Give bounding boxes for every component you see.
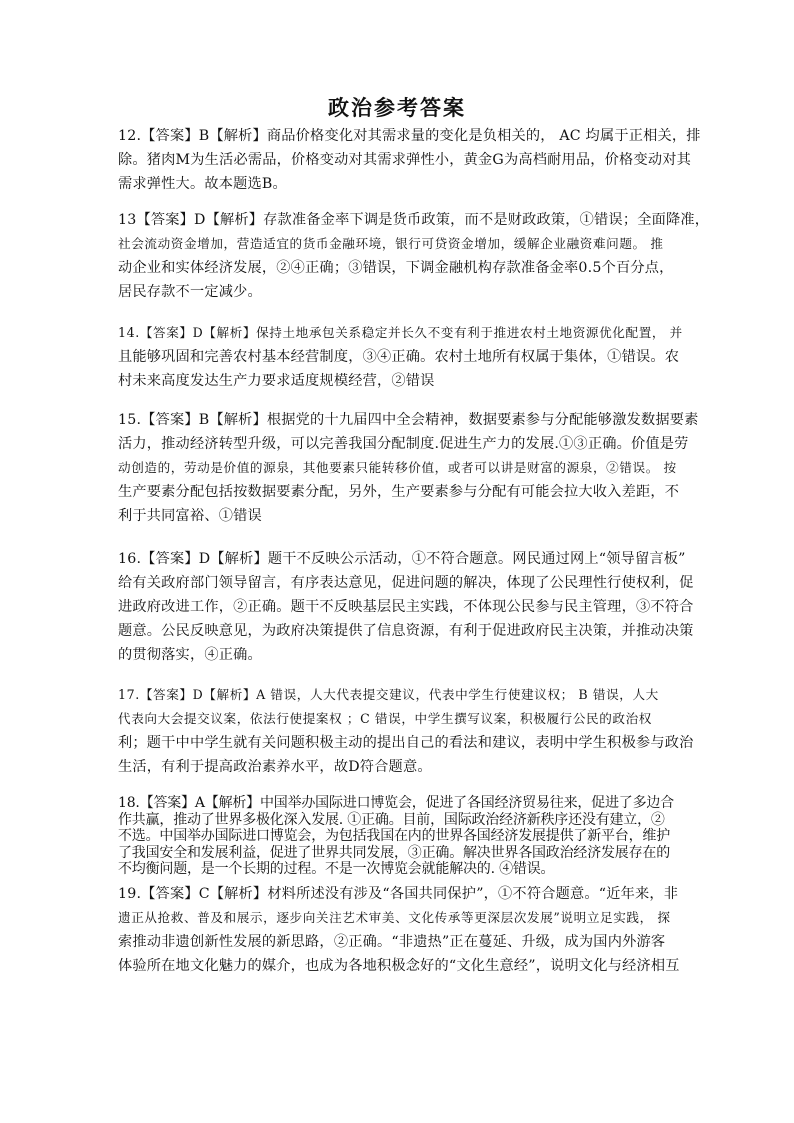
text-line: 代表向大会提交议案，依法行使提案权 ；C 错误，中学生撰写议案，积极履行公民的政治权 — [118, 711, 652, 726]
text-line: 生活，有利于提高政治素养水平，故D符合题意。 — [118, 759, 432, 775]
text-line: 18.【答案】A【解析】中国举办国际进口博览会，促进了各国经济贸易往来，促进了多边合 — [118, 795, 674, 811]
text-line: 不选。中国举办国际进口博览会，为包括我国在内的世界各国经济发展提供了新平台，维护 — [118, 828, 670, 844]
text-line: 进政府改进工作，②正确。题干不反映基层民主实践，不体现公民参与民主管理，③不符合 — [118, 599, 694, 615]
text-line: 15.【答案】B【解析】根据党的十九届四中全会精神，数据要素参与分配能够激发数据要素 — [118, 412, 699, 428]
text-line: 社会流动资金增加，营造适宜的货币金融环境，银行可贷资金增加，缓解企业融资难问题。 推 — [118, 236, 664, 251]
answer-item-13 — [118, 208, 710, 304]
text-line: 不均衡问题，是一个长期的过程。不是一次博览会就能解决的. ④错误。 — [118, 861, 555, 877]
text-line: 了我国安全和发展利益，促进了世界共同发展，③正确。解决世界各国政治经济发展存在的 — [118, 844, 670, 861]
text-line: 14.【答案】D【解析】保持土地承包关系稳定并长久不变有利于推进农村土地资源优化配置， 并 — [118, 325, 683, 340]
text-line: 除。猪肉M为生活必需品，价格变动对其需求弹性小，黄金G为高档耐用品，价格变动对其 — [118, 152, 691, 168]
answer-item-15 — [118, 408, 699, 528]
text-line: 利于共同富裕、①错误 — [118, 508, 262, 524]
answer-item-14 — [118, 321, 683, 393]
text-line: 17.【答案】D【解析】A 错误，人大代表提交建议，代表中学生行使建议权； B 错误，人大 — [118, 687, 659, 702]
text-line: 动企业和实体经济发展，②④正确；③错误，下调金融机构存款准备金率0.5个百分点， — [118, 260, 674, 276]
text-line: 题意。公民反映意见，为政府决策提供了信息资源，有利于促进政府民主决策，并推动决策 — [118, 623, 694, 639]
text-line: 给有关政府部门领导留言，有序表达意见，促进问题的解决，体现了公民理性行使权利，促 — [118, 575, 694, 591]
text-line: 13【答案】D【解析】存款准备金率下调是货币政策，而不是财政政策，①错误；全面降准， — [118, 212, 710, 228]
text-line: 体验所在地文化魅力的媒介，也成为各地积极念好的“文化生意经”，说明文化与经济相互 — [118, 958, 680, 974]
text-line: 生产要素分配包括按数据要素分配，另外，生产要素参与分配有可能会拉大收入差距，不 — [118, 484, 680, 500]
text-line: 动创造的，劳动是价值的源泉，其他要素只能转移价值，或者可以讲是财富的源泉，②错误。 按 — [118, 460, 677, 475]
answer-item-18 — [118, 795, 680, 878]
text-line: 19.【答案】C【解析】材料所述没有涉及“各国共同保护”，①不符合题意。“近年来，非 — [118, 886, 679, 902]
text-line: 作共赢，推动了世界多极化深入发展. ①正确。目前，国际政治经济新秩序还没有建立，② — [118, 811, 665, 828]
text-line: 活力，推动经济转型升级，可以完善我国分配制度.促进生产力的发展.①③正确。价值是劳 — [118, 436, 689, 452]
text-line: 12.【答案】B【解析】商品价格变化对其需求量的变化是负相关的， AC 均属于正相关，排 — [118, 128, 701, 144]
text-line: 且能够巩固和完善农村基本经营制度，③④正确。农村土地所有权属于集体，①错误。农 — [118, 349, 680, 365]
text-line: 利；题干中中学生就有关问题积极主动的提出自己的看法和建议，表明中学生积极参与政治 — [118, 735, 694, 751]
answer-item-17 — [118, 683, 694, 779]
text-line: 村未来高度发达生产力要求适度规模经营，②错误 — [118, 373, 435, 389]
text-line: 遗正从抢救、普及和展示，逐步向关注艺术审美、文化传承等更深层次发展”说明立足实践， 探 — [118, 910, 671, 925]
text-line: 索推动非遗创新性发展的新思路，②正确。“非遗热”正在蔓延、升级，成为国内外游客 — [118, 934, 666, 950]
answer-item-16 — [118, 547, 694, 667]
page-title: 政治参考答案 — [328, 95, 466, 120]
text-line: 居民存款不一定减少。 — [118, 284, 262, 300]
text-line: 的贯彻落实，④正确。 — [118, 647, 262, 663]
text-line: 16.【答案】D【解析】题干不反映公示活动，①不符合题意。网民通过网上“领导留言板” — [118, 551, 686, 567]
answer-item-19 — [118, 882, 680, 978]
text-line: 需求弹性大。故本题选B。 — [118, 176, 287, 192]
answer-item-12 — [118, 124, 701, 196]
